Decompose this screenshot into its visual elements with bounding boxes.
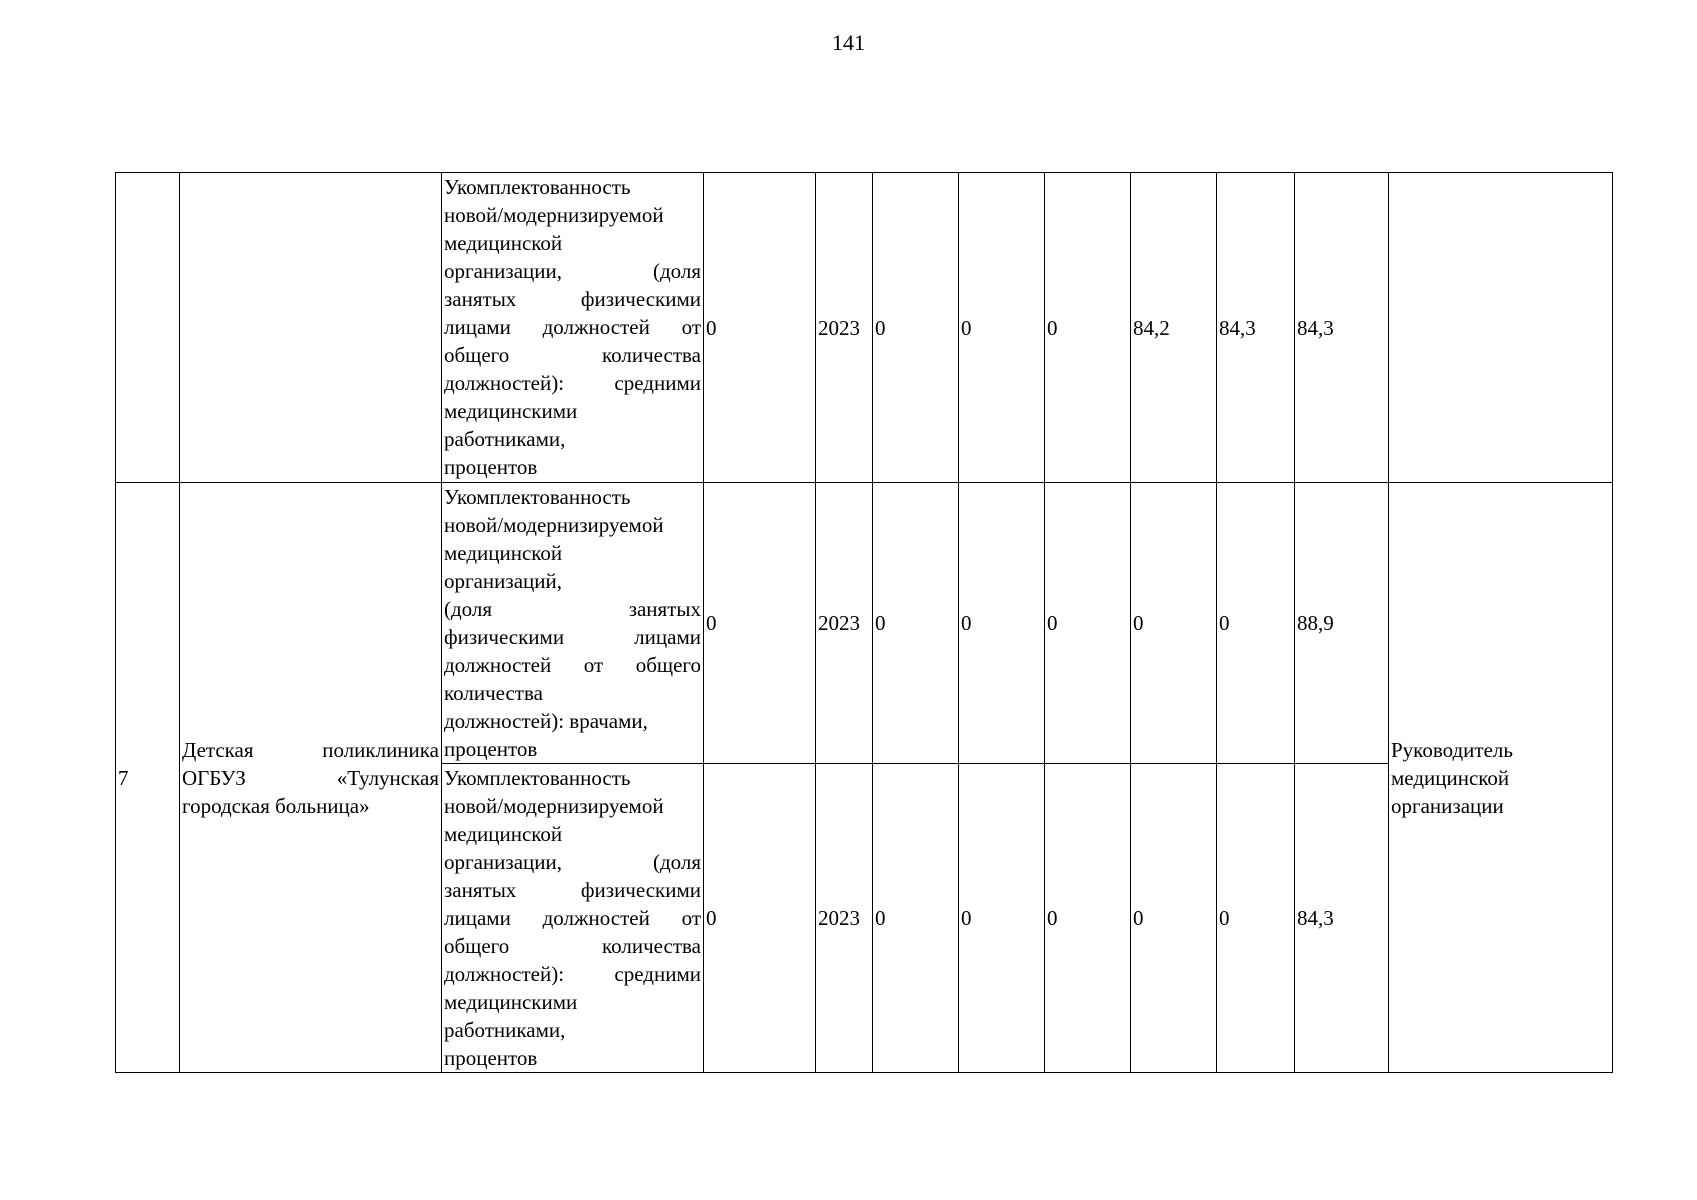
indicator-line: Укомплектованность — [444, 485, 631, 509]
value-cell: 0 — [959, 483, 1045, 764]
table-row — [116, 483, 1613, 764]
value-cell: 84,3 — [1217, 173, 1295, 483]
indicator-line: медицинскими — [444, 399, 578, 423]
indicator-line: Укомплектованность — [444, 175, 631, 199]
indicator-line: Укомплектованность — [444, 766, 631, 790]
indicator-line: процентов — [444, 455, 538, 479]
organization-cell — [180, 483, 442, 1073]
value-cell: 0 — [1131, 764, 1217, 1073]
indicator-line: медицинскими — [444, 990, 578, 1014]
responsible-line: организации — [1391, 793, 1504, 818]
value-cell: 0 — [1045, 764, 1131, 1073]
indicator-line: организации, (доля — [444, 850, 701, 874]
row-number-cell — [116, 173, 180, 483]
indicator-line: лицами должностей от — [444, 315, 701, 339]
indicator-line: общего количества — [444, 343, 701, 367]
value-cell: 84,3 — [1295, 173, 1389, 483]
indicator-line: новой/модернизируемой — [444, 513, 664, 537]
value-cell: 84,2 — [1131, 173, 1217, 483]
indicator-line: (доля занятых — [444, 597, 701, 621]
indicator-line: лицами должностей от — [444, 906, 701, 930]
value-cell: 0 — [873, 764, 959, 1073]
indicator-line: организации, (доля — [444, 259, 701, 283]
value-cell: 0 — [1131, 483, 1217, 764]
indicator-line: медицинской — [444, 822, 563, 846]
indicator-line: новой/модернизируемой — [444, 794, 664, 818]
value-cell: 0 — [873, 483, 959, 764]
indicator-line: должностей): средними — [444, 371, 701, 395]
value-cell: 88,9 — [1295, 483, 1389, 764]
indicator-line: работниками, — [444, 427, 566, 451]
base-value-cell: 0 — [704, 173, 816, 483]
organization-line: ОГБУЗ «Тулунская — [182, 765, 439, 790]
organization-cell — [180, 173, 442, 483]
value-cell: 0 — [1217, 483, 1295, 764]
indicator-line: должностей): средними — [444, 962, 701, 986]
value-cell: 0 — [1045, 173, 1131, 483]
indicator-line: должностей от общего — [444, 653, 701, 677]
indicator-line: организаций, — [444, 569, 562, 593]
indicator-line: занятых физическими — [444, 287, 701, 311]
value-cell: 0 — [873, 173, 959, 483]
page-number: 141 — [832, 30, 865, 55]
value-cell: 0 — [1045, 483, 1131, 764]
responsible-line: медицинской — [1391, 765, 1510, 790]
responsible-line: Руководитель — [1391, 737, 1513, 762]
responsible-cell — [1389, 173, 1613, 483]
indicator-line: физическими лицами — [444, 625, 701, 649]
value-cell: 0 — [959, 764, 1045, 1073]
value-cell: 0 — [1217, 764, 1295, 1073]
indicator-line: медицинской — [444, 541, 563, 565]
responsible-cell — [1389, 483, 1613, 1073]
base-value-cell: 0 — [704, 483, 816, 764]
base-year-cell: 2023 — [816, 173, 873, 483]
indicator-line: медицинской — [444, 231, 563, 255]
indicator-cell — [442, 173, 704, 483]
indicators-table — [115, 172, 1613, 1073]
base-value-cell: 0 — [704, 764, 816, 1073]
indicator-cell — [442, 483, 704, 764]
indicator-line: новой/модернизируемой — [444, 203, 664, 227]
indicator-line: должностей): врачами, — [444, 709, 648, 733]
value-cell: 0 — [959, 173, 1045, 483]
indicator-line: количества — [444, 681, 543, 705]
row-number-cell: 7 — [116, 483, 180, 1073]
organization-line: городская больница» — [182, 793, 370, 818]
indicator-line: занятых физическими — [444, 878, 701, 902]
indicator-line: процентов — [444, 1046, 538, 1070]
indicator-line: общего количества — [444, 934, 701, 958]
table-row — [116, 173, 1613, 483]
organization-line: Детская поликлиника — [182, 737, 439, 762]
indicator-cell — [442, 764, 704, 1073]
indicator-line: работниками, — [444, 1018, 566, 1042]
base-year-cell: 2023 — [816, 764, 873, 1073]
indicator-line: процентов — [444, 737, 538, 761]
value-cell: 84,3 — [1295, 764, 1389, 1073]
base-year-cell: 2023 — [816, 483, 873, 764]
